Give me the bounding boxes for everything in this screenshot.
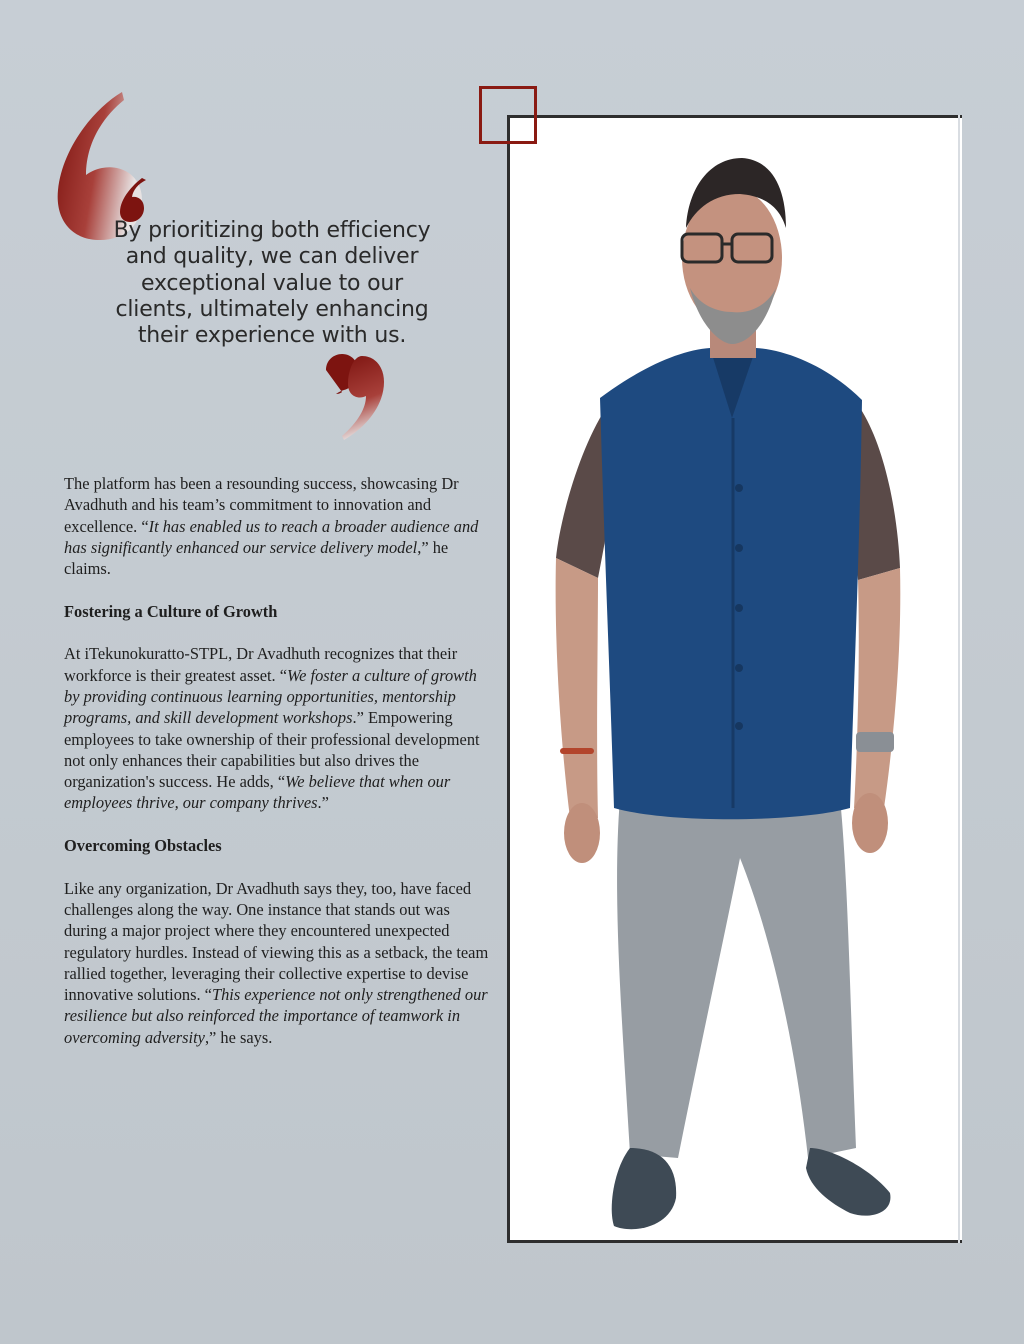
- paragraph-obstacles: Like any organization, Dr Avadhuth says they, too, have faced challenges along the way. One instance that stands out was during a major project where they encountered unexpected regulatory hurdles. Instead of viewing this as a setback, the team rallied together, leveraging their collective expertise to devise innovative solutions. “This experience not only strengthened our resilience but also reinforced the importance of teamwork in overcoming adversity,” he says.: [64, 878, 489, 1047]
- paragraph-success: The platform has been a resounding success, showcasing Dr Avadhuth and his team’s commitment to innovation and excellence. “It has enabled us to reach a broader audience and has significantly enhanced our service delivery model,” he claims.: [64, 474, 479, 579]
- quote-close-icon: [322, 350, 392, 445]
- portrait-image: [510, 118, 958, 1240]
- heading-culture-of-growth: Fostering a Culture of Growth: [64, 601, 278, 621]
- paragraph-workforce: At iTekunokuratto-STPL, Dr Avadhuth recognizes that their workforce is their greatest asset. “We foster a culture of growth by providing continuous learning opportunities, mentorship programs, and skill development workshops.” Empowering employees to take ownership of their professional development not only enhances their capabilities but also drives the organization's success. He adds, “We believe that when our employees thrive, our company thrives.”: [64, 644, 480, 813]
- article-body: [64, 473, 496, 1069]
- pull-quote: By prioritizing both efficiency and quality, we can deliver exceptional value to our clients, ultimately enhancing their experience with us.: [113, 218, 431, 349]
- photo-frame-edge: [958, 115, 960, 1243]
- heading-overcoming-obstacles: Overcoming Obstacles: [64, 836, 222, 856]
